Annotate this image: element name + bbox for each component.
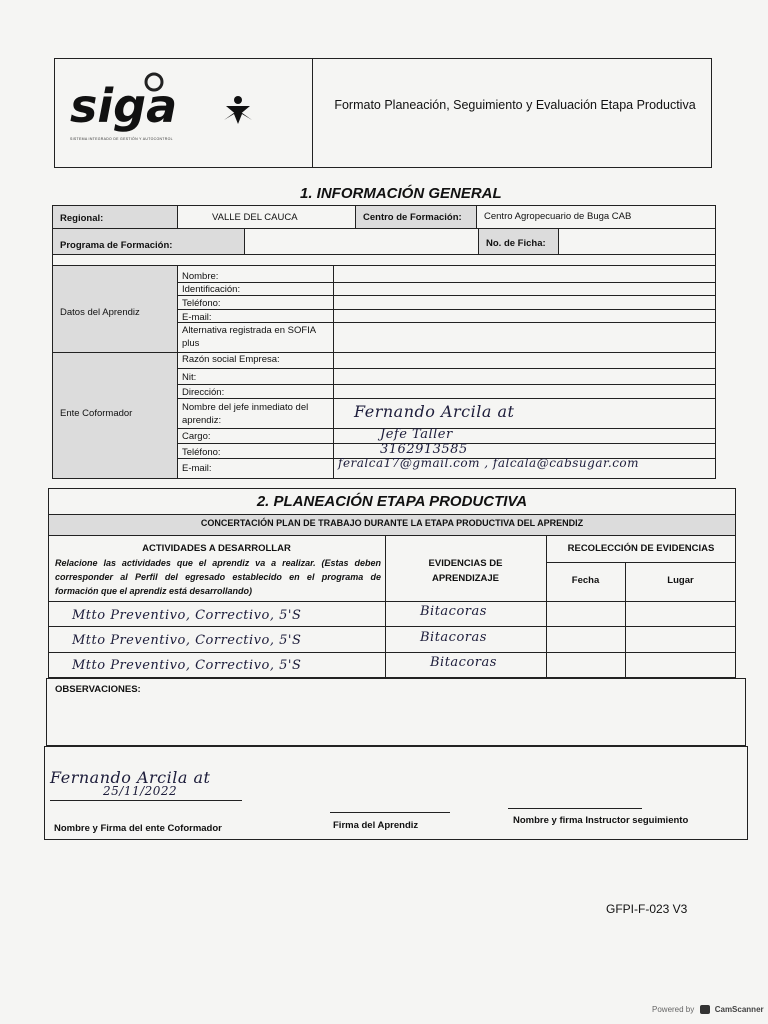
aprendiz-nombre-label: Nombre: bbox=[182, 271, 219, 282]
centro-value: Centro Agropecuario de Buga CAB bbox=[484, 211, 632, 222]
table-row-evidence: Bitacoras bbox=[420, 630, 487, 645]
aprendiz-sofia-label: Alternativa registrada en SOFIA plus bbox=[182, 325, 316, 349]
section2-title: 2. PLANEACIÓN ETAPA PRODUCTIVA bbox=[256, 493, 528, 510]
razon-social-label: Razón social Empresa: bbox=[182, 354, 280, 365]
form-title: Formato Planeación, Seguimiento y Evaluación Etapa Productiva bbox=[334, 98, 696, 112]
jefe-label: Nombre del jefe inmediato del aprendiz: bbox=[182, 402, 309, 426]
aprendiz-id-label: Identificación: bbox=[182, 284, 241, 295]
col-actividades-note: Relacione las actividades que el aprendiz va a realizar. (Estas deben corresponder al Perfil del egresado establecido en el programa de formación que el aprendiz está desarrollando) bbox=[55, 558, 381, 596]
jefe-value: Fernando Arcila at bbox=[354, 402, 515, 421]
logo-tagline: SISTEMA INTEGRADO DE GESTIÓN Y AUTOCONTROL bbox=[70, 137, 173, 141]
coformador-signature-label: Nombre y Firma del ente Coformador bbox=[54, 823, 222, 834]
col-recoleccion: RECOLECCIÓN DE EVIDENCIAS bbox=[567, 543, 715, 554]
cargo-label: Cargo: bbox=[182, 431, 211, 442]
instructor-signature-label: Nombre y firma Instructor seguimiento bbox=[513, 815, 689, 826]
col-actividades: ACTIVIDADES A DESARROLLAR bbox=[142, 543, 291, 554]
col-evidencias: EVIDENCIAS DE APRENDIZAJE bbox=[428, 558, 503, 584]
table-row-evidence: Bitacoras bbox=[430, 655, 497, 670]
aprendiz-signature-label: Firma del Aprendiz bbox=[333, 820, 419, 831]
cargo-value: Jefe Taller bbox=[380, 427, 453, 442]
telefono-label: Teléfono: bbox=[182, 447, 221, 458]
svg-text:siga: siga bbox=[70, 79, 178, 133]
email-label: E-mail: bbox=[182, 463, 212, 474]
table-row-evidence: Bitacoras bbox=[420, 604, 487, 619]
section2-subtitle: CONCERTACIÓN PLAN DE TRABAJO DURANTE LA ETAPA PRODUCTIVA DEL APRENDIZ bbox=[200, 518, 584, 528]
programa-label: Programa de Formación: bbox=[60, 240, 173, 251]
coformador-date: 25/11/2022 bbox=[103, 784, 178, 798]
section1-title: 1. INFORMACIÓN GENERAL bbox=[300, 185, 502, 202]
aprendiz-email-label: E-mail: bbox=[182, 312, 212, 323]
camscanner-label: CamScanner bbox=[714, 1005, 764, 1014]
col-lugar: Lugar bbox=[667, 575, 694, 586]
observaciones-label: OBSERVACIONES: bbox=[55, 684, 141, 695]
table-row: Mtto Preventivo, Correctivo, 5'S bbox=[72, 633, 302, 648]
nit-label: Nit: bbox=[182, 372, 197, 383]
email-value: feralca17@gmail.com , falcala@cabsugar.com bbox=[338, 456, 640, 470]
observations-box bbox=[46, 678, 746, 746]
regional-label: Regional: bbox=[60, 213, 104, 224]
centro-label: Centro de Formación: bbox=[363, 212, 462, 223]
direccion-label: Dirección: bbox=[182, 387, 225, 398]
aprendiz-group-label: Datos del Aprendiz bbox=[60, 307, 140, 318]
aprendiz-telefono-label: Teléfono: bbox=[182, 298, 221, 309]
coformador-group-label: Ente Coformador bbox=[60, 408, 133, 419]
form-code: GFPI-F-023 V3 bbox=[606, 902, 688, 916]
table-row: Mtto Preventivo, Correctivo, 5'S bbox=[72, 608, 302, 623]
coformador-signature: Fernando Arcila at bbox=[50, 768, 211, 787]
camscanner-icon bbox=[700, 1005, 710, 1014]
telefono-value: 3162913585 bbox=[380, 442, 468, 457]
powered-by-label: Powered by bbox=[652, 1005, 695, 1014]
ficha-label: No. de Ficha: bbox=[486, 238, 546, 249]
col-fecha: Fecha bbox=[571, 575, 600, 586]
regional-value: VALLE DEL CAUCA bbox=[212, 212, 298, 223]
camscanner-watermark bbox=[652, 1005, 764, 1019]
table-row: Mtto Preventivo, Correctivo, 5'S bbox=[72, 658, 302, 673]
